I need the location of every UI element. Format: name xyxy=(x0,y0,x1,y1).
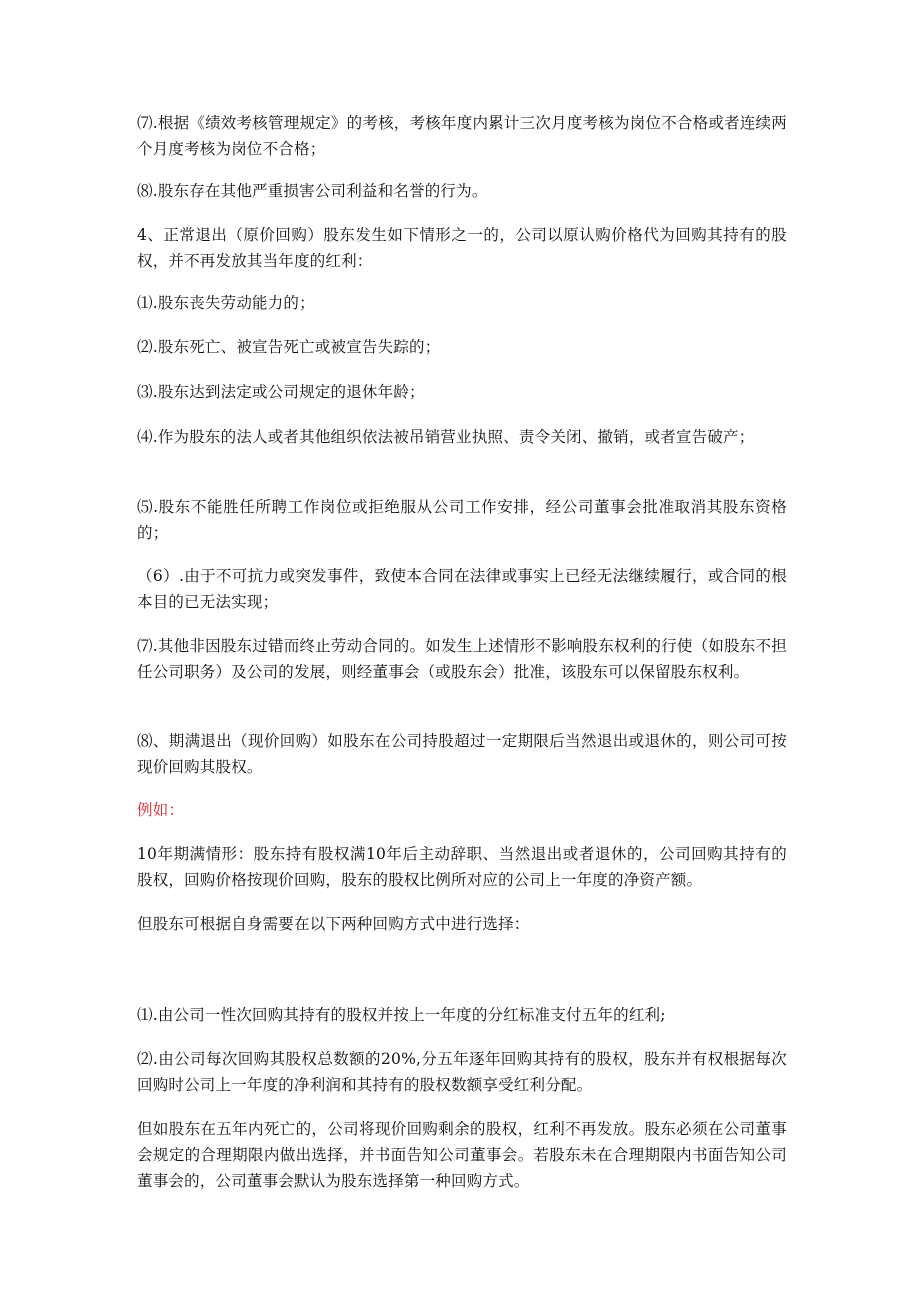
section-4-normal-exit: 4、正常退出（原价回购）股东发生如下情形之一的，公司以原认购价格代为回购其持有的股权，并不再发放其当年度的红利： xyxy=(137,226,787,270)
condition-6-force-majeure: （6）.由于不可抗力或突发事件，致使本合同在法律或事实上已经无法继续履行，或合同的根本目的已无法实现； xyxy=(137,567,787,611)
condition-4-legal-entity: ⑷.作为股东的法人或者其他组织依法被吊销营业执照、责令关闭、撤销，或者宣告破产； xyxy=(137,428,755,446)
condition-7-termination: ⑺.其他非因股东过错而终止劳动合同的。如发生上述情形不影响股东权利的行使（如股东不担任公司职务）及公司的发展，则经董事会（或股东会）批准，该股东可以保留股东权利。 xyxy=(137,637,787,681)
ten-year-maturity: 10年期满情形：股东持有股权满10年后主动辞职、当然退出或者退休的，公司回购其持有的股权，回购价格按现价回购，股东的股权比例所对应的公司上一年度的净资产额。 xyxy=(137,845,787,889)
repurchase-option-1: ⑴.由公司一性次回购其持有的股权并按上一年度的分红标准支付五年的红利; xyxy=(137,1006,666,1024)
example-heading: 例如： xyxy=(137,801,185,819)
death-within-five-years: 但如股东在五年内死亡的，公司将现价回购剩余的股权，红利不再发放。股东必须在公司董事会规定的合理期限内做出选择，并书面告知公司董事会。若股东未在合理期限内书面告知公司董事会的，公司董事会默认为股东选择第一种回购方式。 xyxy=(137,1120,787,1190)
condition-8-maturity-exit: ⑻、期满退出（现价回购）如股东在公司持股超过一定期限后当然退出或退休的，则公司可按现价回购其股权。 xyxy=(137,732,787,776)
repurchase-choice-intro: 但股东可根据自身需要在以下两种回购方式中进行选择： xyxy=(137,915,530,933)
condition-3-retirement: ⑶.股东达到法定或公司规定的退休年龄； xyxy=(137,383,425,401)
clause-7-performance: ⑺.根据《绩效考核管理规定》的考核，考核年度内累计三次月度考核为岗位不合格或者连续两个月度考核为岗位不合格； xyxy=(137,114,787,158)
condition-1-incapacity: ⑴.股东丧失劳动能力的； xyxy=(137,294,315,312)
repurchase-option-2: ⑵.由公司每次回购其股权总数额的20%,分五年逐年回购其持有的股权，股东并有权根据每次回购时公司上一年度的净利润和其持有的股权数额享受红利分配。 xyxy=(137,1050,787,1094)
condition-2-death: ⑵.股东死亡、被宣告死亡或被宣告失踪的； xyxy=(137,338,441,356)
condition-5-incompetence: ⑸.股东不能胜任所聘工作岗位或拒绝服从公司工作安排，经公司董事会批准取消其股东资格的； xyxy=(137,498,787,542)
clause-8-misconduct: ⑻.股东存在其他严重损害公司利益和名誉的行为。 xyxy=(137,182,488,200)
